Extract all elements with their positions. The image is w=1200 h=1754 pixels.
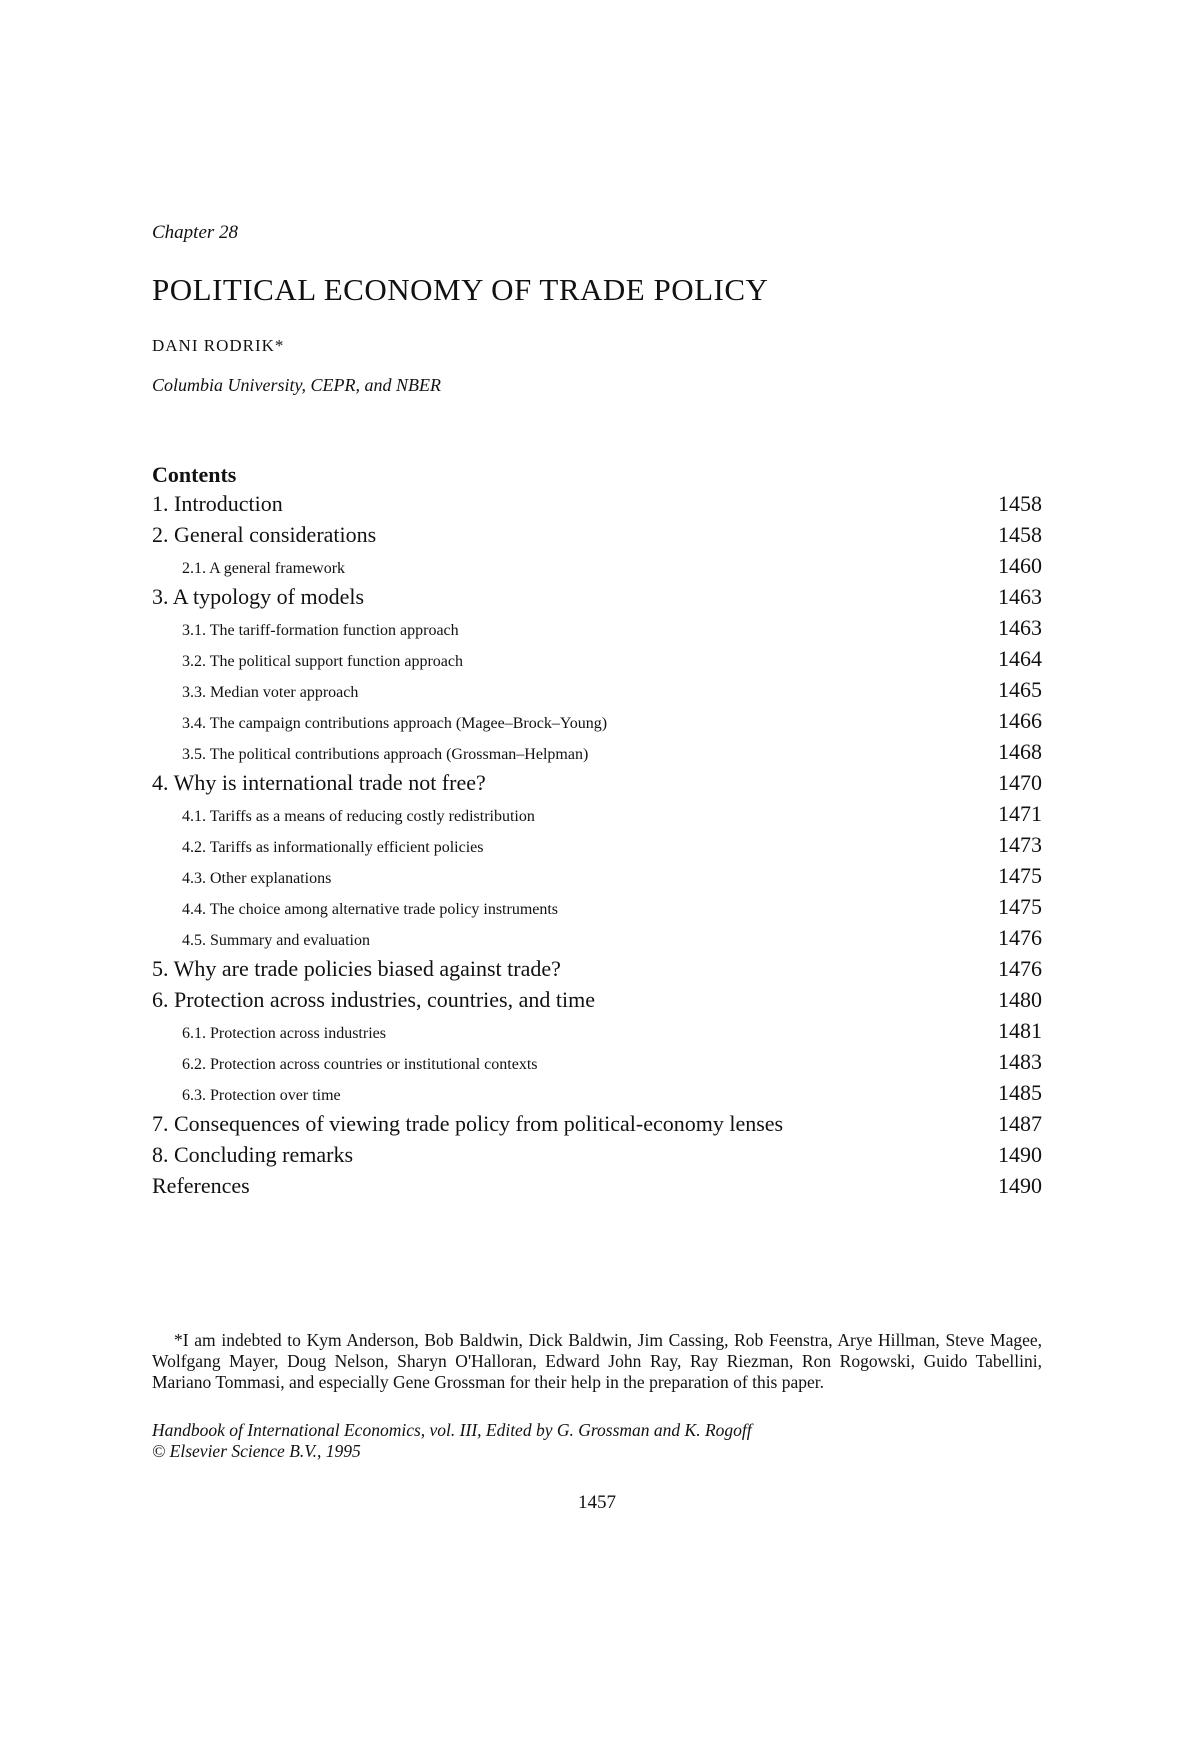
- toc-entry-page: 1460: [998, 553, 1042, 578]
- toc-subsection-entry: [152, 739, 1042, 770]
- toc-subsection-entry: [152, 615, 1042, 646]
- toc-section-entry: [152, 584, 1042, 615]
- toc-subsection-entry: [152, 1018, 1042, 1049]
- toc-subsection-entry: [152, 1049, 1042, 1080]
- toc-entry-label: References: [152, 1173, 250, 1198]
- toc-entry-label: 2.1. A general framework: [182, 560, 346, 577]
- toc-entry-page: 1476: [998, 956, 1042, 981]
- toc-entry-label: 3.3. Median voter approach: [182, 684, 359, 701]
- toc-entry-page: 1485: [998, 1080, 1042, 1105]
- toc-entry-page: 1480: [998, 987, 1042, 1012]
- toc-entry-label: 4.3. Other explanations: [182, 870, 332, 887]
- chapter-title: POLITICAL ECONOMY OF TRADE POLICY: [152, 272, 769, 307]
- toc-entry-page: 1464: [998, 646, 1042, 671]
- toc-section-entry: [152, 491, 1042, 522]
- toc-entry-page: 1470: [998, 770, 1042, 795]
- chapter-label: Chapter 28: [152, 222, 239, 243]
- toc-entry-label: 7. Consequences of viewing trade policy from political-economy lenses: [152, 1111, 784, 1136]
- toc-subsection-entry: [152, 863, 1042, 894]
- toc-entry-label: 3.1. The tariff-formation function approach: [182, 622, 459, 639]
- toc-entry-page: 1463: [998, 615, 1042, 640]
- toc-section-entry: [152, 1111, 1042, 1142]
- source-line-1: Handbook of International Economics, vol. III, Edited by G. Grossman and K. Rogoff: [152, 1420, 752, 1440]
- toc-section-entry: [152, 1173, 1042, 1204]
- toc-entry-label: 2. General considerations: [152, 522, 377, 547]
- toc-entry-label: 3. A typology of models: [152, 584, 365, 609]
- toc-entry-label: 5. Why are trade policies biased against trade?: [152, 956, 561, 981]
- toc-section-entry: [152, 1142, 1042, 1173]
- contents-heading: Contents: [152, 462, 237, 487]
- toc-entry-label: 1. Introduction: [152, 491, 283, 516]
- author-name: DANI RODRIK*: [152, 336, 285, 355]
- toc-subsection-entry: [152, 925, 1042, 956]
- toc-entry-label: 6.3. Protection over time: [182, 1087, 341, 1104]
- toc-entry-page: 1490: [998, 1173, 1042, 1198]
- toc-subsection-entry: [152, 801, 1042, 832]
- toc-entry-page: 1475: [998, 863, 1042, 888]
- toc-entry-page: 1458: [998, 522, 1042, 547]
- toc-entry-page: 1471: [998, 801, 1042, 826]
- toc-subsection-entry: [152, 708, 1042, 739]
- toc-subsection-entry: [152, 894, 1042, 925]
- toc-entry-page: 1458: [998, 491, 1042, 516]
- toc-subsection-entry: [152, 677, 1042, 708]
- acknowledgement-footnote: *I am indebted to Kym Anderson, Bob Baldwin, Dick Baldwin, Jim Cassing, Rob Feenstra, Arye Hillman, Steve Magee, Wolfgang Mayer, Doug Nelson, Sharyn O'Halloran, Edward John Ray, Ray Riezman, Ron Rogowski, Guido Tabellini, Mariano Tommasi, and especially Gene Grossman for their help in the preparation of this paper.: [152, 1330, 1042, 1392]
- toc-section-entry: [152, 956, 1042, 987]
- toc-entry-label: 4.4. The choice among alternative trade policy instruments: [182, 901, 559, 918]
- toc-section-entry: [152, 770, 1042, 801]
- toc-entry-page: 1481: [998, 1018, 1042, 1043]
- table-of-contents: [152, 491, 1042, 1204]
- toc-entry-label: 4.1. Tariffs as a means of reducing costly redistribution: [182, 808, 535, 825]
- toc-subsection-entry: [152, 1080, 1042, 1111]
- page-number: 1457: [578, 1492, 616, 1513]
- toc-entry-label: 4.2. Tariffs as informationally efficient policies: [182, 839, 484, 856]
- toc-entry-page: 1476: [998, 925, 1042, 950]
- toc-entry-page: 1466: [998, 708, 1042, 733]
- toc-entry-label: 3.4. The campaign contributions approach (Magee–Brock–Young): [182, 715, 608, 732]
- toc-entry-label: 6.2. Protection across countries or institutional contexts: [182, 1056, 538, 1073]
- toc-entry-page: 1468: [998, 739, 1042, 764]
- toc-entry-page: 1490: [998, 1142, 1042, 1167]
- toc-entry-label: 3.5. The political contributions approach (Grossman–Helpman): [182, 746, 589, 763]
- toc-entry-label: 3.2. The political support function approach: [182, 653, 463, 670]
- toc-entry-page: 1463: [998, 584, 1042, 609]
- toc-entry-label: 4. Why is international trade not free?: [152, 770, 486, 795]
- toc-entry-page: 1483: [998, 1049, 1042, 1074]
- toc-entry-label: 6. Protection across industries, countries, and time: [152, 987, 595, 1012]
- toc-entry-label: 6.1. Protection across industries: [182, 1025, 386, 1042]
- toc-entry-label: 4.5. Summary and evaluation: [182, 932, 370, 949]
- toc-entry-page: 1473: [998, 832, 1042, 857]
- toc-subsection-entry: [152, 553, 1042, 584]
- source-citation: [152, 1420, 1042, 1462]
- toc-entry-page: 1465: [998, 677, 1042, 702]
- toc-entry-page: 1475: [998, 894, 1042, 919]
- source-line-2: © Elsevier Science B.V., 1995: [152, 1441, 361, 1461]
- toc-entry-page: 1487: [998, 1111, 1042, 1136]
- toc-section-entry: [152, 987, 1042, 1018]
- toc-subsection-entry: [152, 646, 1042, 677]
- toc-section-entry: [152, 522, 1042, 553]
- toc-entry-label: 8. Concluding remarks: [152, 1142, 354, 1167]
- toc-subsection-entry: [152, 832, 1042, 863]
- author-affiliation: Columbia University, CEPR, and NBER: [152, 375, 441, 395]
